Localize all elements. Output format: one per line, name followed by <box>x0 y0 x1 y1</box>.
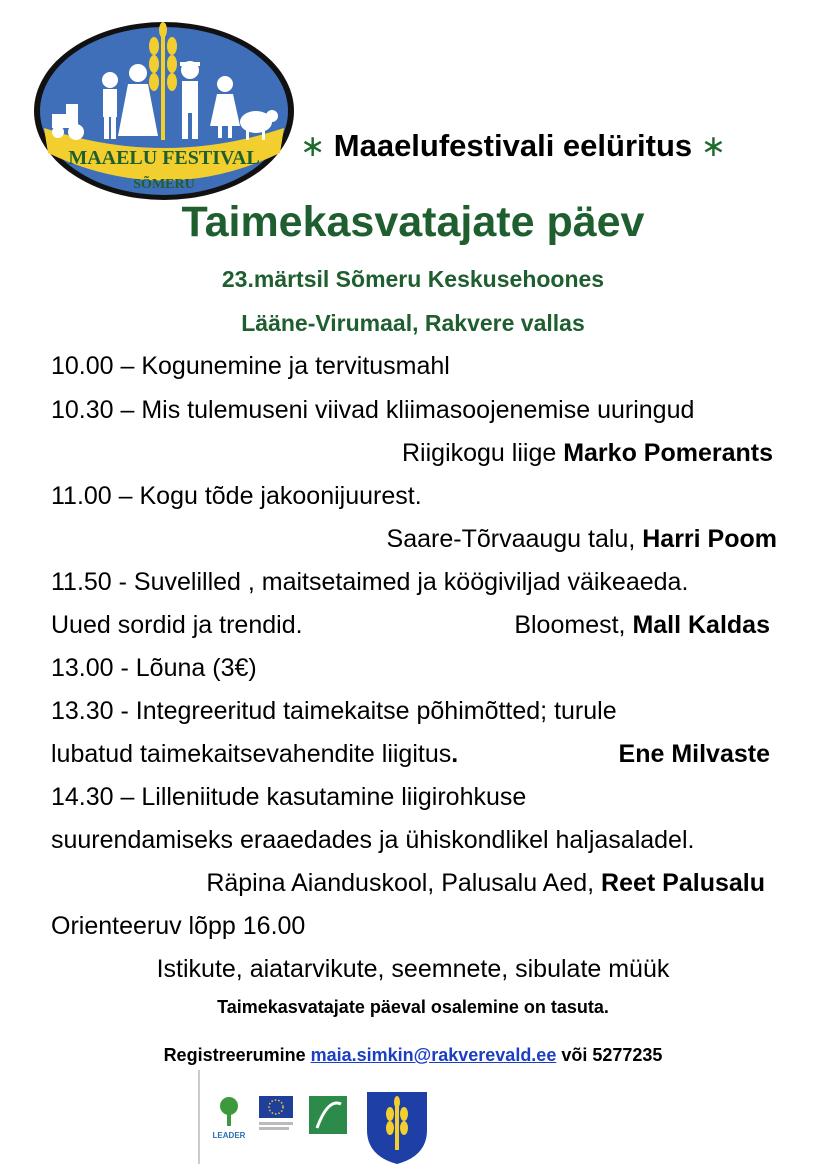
speaker-mall-kaldas <box>514 611 770 640</box>
registration-phone: või 5277235 <box>556 1045 663 1065</box>
maaelu-festival-logo <box>30 18 298 204</box>
program-item-1030: 10.30 – Mis tulemuseni viivad kliimasoojenemise uuringud <box>51 396 695 424</box>
rakvere-vald-coat-of-arms-icon <box>367 1092 427 1164</box>
program-item-1150-cont: Uued sordid ja trendid. <box>51 611 303 639</box>
event-header <box>300 128 726 164</box>
eu-flag-icon <box>259 1096 293 1130</box>
program-item-1000: 10.00 – Kogunemine ja tervitusmahl <box>51 352 450 380</box>
program-item-1300: 13.00 - Lõuna (3€) <box>51 654 257 682</box>
logo-text-someru: SÕMERU <box>133 177 195 192</box>
speaker-ene-milvaste <box>619 740 770 769</box>
free-participation-note: Taimekasvatajate päeval osalemine on tasuta. <box>217 997 609 1017</box>
program-dot: . <box>451 740 459 768</box>
header-text: Maaelufestivali eelüritus <box>333 128 693 163</box>
star-icon-right: ∗ <box>700 130 726 163</box>
speaker-affiliation: Saare-Tõrvaaugu talu, <box>386 525 643 553</box>
registration-line <box>0 1045 826 1066</box>
speaker-affiliation: Riigikogu liige <box>402 439 564 467</box>
speaker-name: Marko Pomerants <box>563 439 773 467</box>
program-end-time: Orienteeruv lõpp 16.00 <box>51 912 306 940</box>
page-title: Taimekasvatajate päev <box>181 198 645 246</box>
program-item-1330-cont <box>51 740 458 769</box>
leader-text: LEADER <box>212 1131 246 1140</box>
sales-note: Istikute, aiatarvikute, seemnete, sibulate müük <box>156 955 670 983</box>
speaker-affiliation: Räpina Aianduskool, Palusalu Aed, <box>206 869 602 897</box>
program-item-1430: 14.30 – Lilleniitude kasutamine liigirohkuse <box>51 783 527 811</box>
speaker-affiliation: Bloomest, <box>514 611 633 639</box>
program-item-1330: 13.30 - Integreeritud taimekaitse põhimõtted; turule <box>51 697 617 725</box>
speaker-harri-poom <box>387 525 777 554</box>
sponsor-logos <box>197 1068 437 1166</box>
registration-email-link[interactable]: maia.simkin@rakverevald.ee <box>310 1045 557 1065</box>
speaker-marko-pomerants <box>402 439 773 468</box>
star-icon-left: ∗ <box>300 130 326 163</box>
leader-eu-emblem-icon <box>309 1096 347 1134</box>
speaker-name: Reet Palusalu <box>601 869 765 897</box>
program-item-1100: 11.00 – Kogu tõde jakoonijuurest. <box>51 482 422 510</box>
subtitle-region: Lääne-Virumaal, Rakvere vallas <box>241 310 585 336</box>
leader-logo-icon <box>213 1097 246 1140</box>
program-item-1150: 11.50 - Suvelilled , maitsetaimed ja köögiviljad väikeaeda. <box>51 568 689 596</box>
subtitle-date-place: 23.märtsil Sõmeru Keskusehoones <box>221 266 605 292</box>
speaker-name: Harri Poom <box>642 525 777 553</box>
registration-label: Registreerumine <box>163 1045 311 1065</box>
program-item-1430-cont: suurendamiseks eraaedades ja ühiskondlikel haljasaladel. <box>51 826 695 854</box>
speaker-name: Mall Kaldas <box>632 611 770 639</box>
logo-text-festival: MAAELU FESTIVAL <box>68 147 260 169</box>
speaker-reet-palusalu <box>206 869 765 898</box>
program-text: lubatud taimekaitsevahendite liigitus <box>51 740 452 768</box>
speaker-name: Ene Milvaste <box>618 740 770 768</box>
